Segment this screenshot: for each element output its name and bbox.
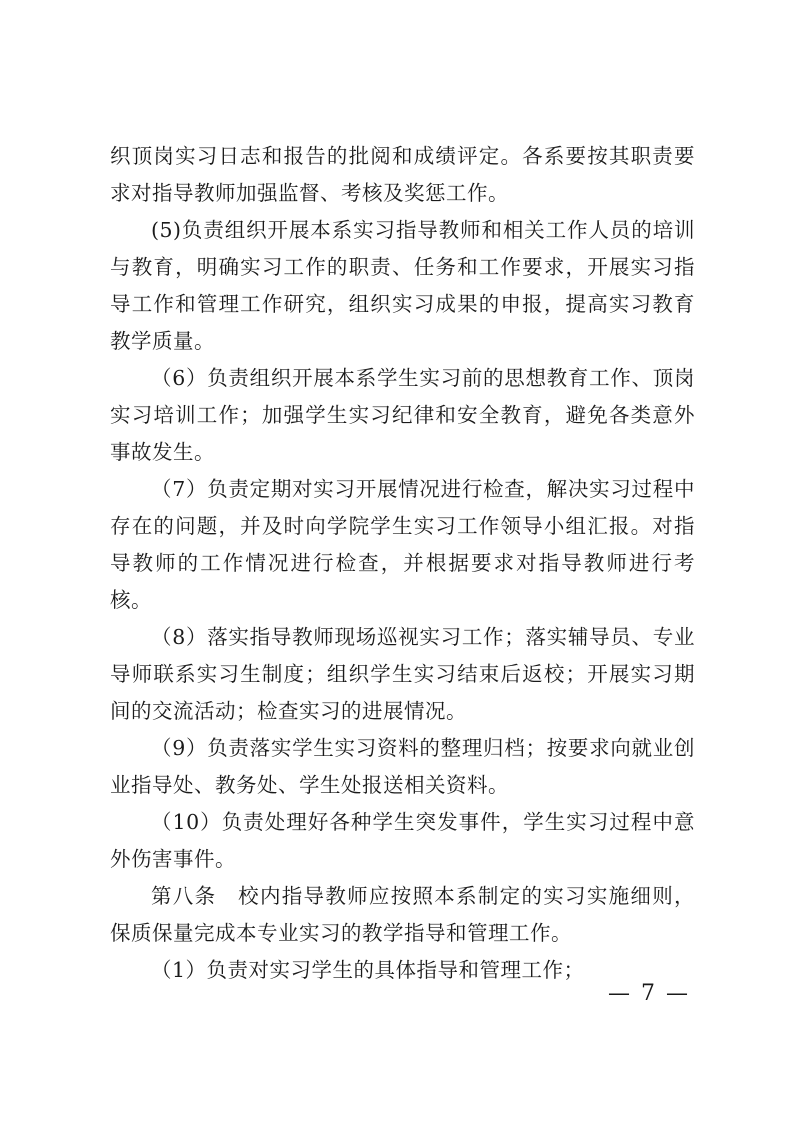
paragraph-continuation: 织顶岗实习日志和报告的批阅和成绩评定。各系要按其职责要求对指导教师加强监督、考核及奖惩工作。 <box>110 144 695 205</box>
paragraph-item-9: （9）负责落实学生实习资料的整理归档；按要求向就业创业指导处、教务处、学生处报送相关资料。 <box>110 736 695 797</box>
document-body <box>110 138 695 989</box>
paragraph-item-8: （8）落实指导教师现场巡视实习工作；落实辅导员、专业导师联系实习生制度；组织学生实习结束后返校；开展实习期间的交流活动；检查实习的进展情况。 <box>110 625 695 723</box>
paragraph-item-5: (5)负责组织开展本系实习指导教师和相关工作人员的培训与教育，明确实习工作的职责、任务和工作要求，开展实习指导工作和管理工作研究，组织实习成果的申报，提高实习教育教学质量。 <box>110 218 695 353</box>
page-number: — 7 — <box>608 981 690 1006</box>
paragraph-item-6: （6）负责组织开展本系学生实习前的思想教育工作、顶岗实习培训工作；加强学生实习纪律和安全教育，避免各类意外事故发生。 <box>110 366 695 464</box>
paragraph-article-8-item-1: （1）负责对实习学生的具体指导和管理工作； <box>151 958 585 982</box>
paragraph-article-8: 第八条 校内指导教师应按照本系制定的实习实施细则，保质保量完成本专业实习的教学指导和管理工作。 <box>110 884 695 945</box>
paragraph-item-10: （10）负责处理好各种学生突发事件，学生实习过程中意外伤害事件。 <box>110 810 695 871</box>
paragraph-item-7: （7）负责定期对实习开展情况进行检查，解决实习过程中存在的问题，并及时向学院学生实习工作领导小组汇报。对指导教师的工作情况进行检查，并根据要求对指导教师进行考核。 <box>110 477 695 612</box>
